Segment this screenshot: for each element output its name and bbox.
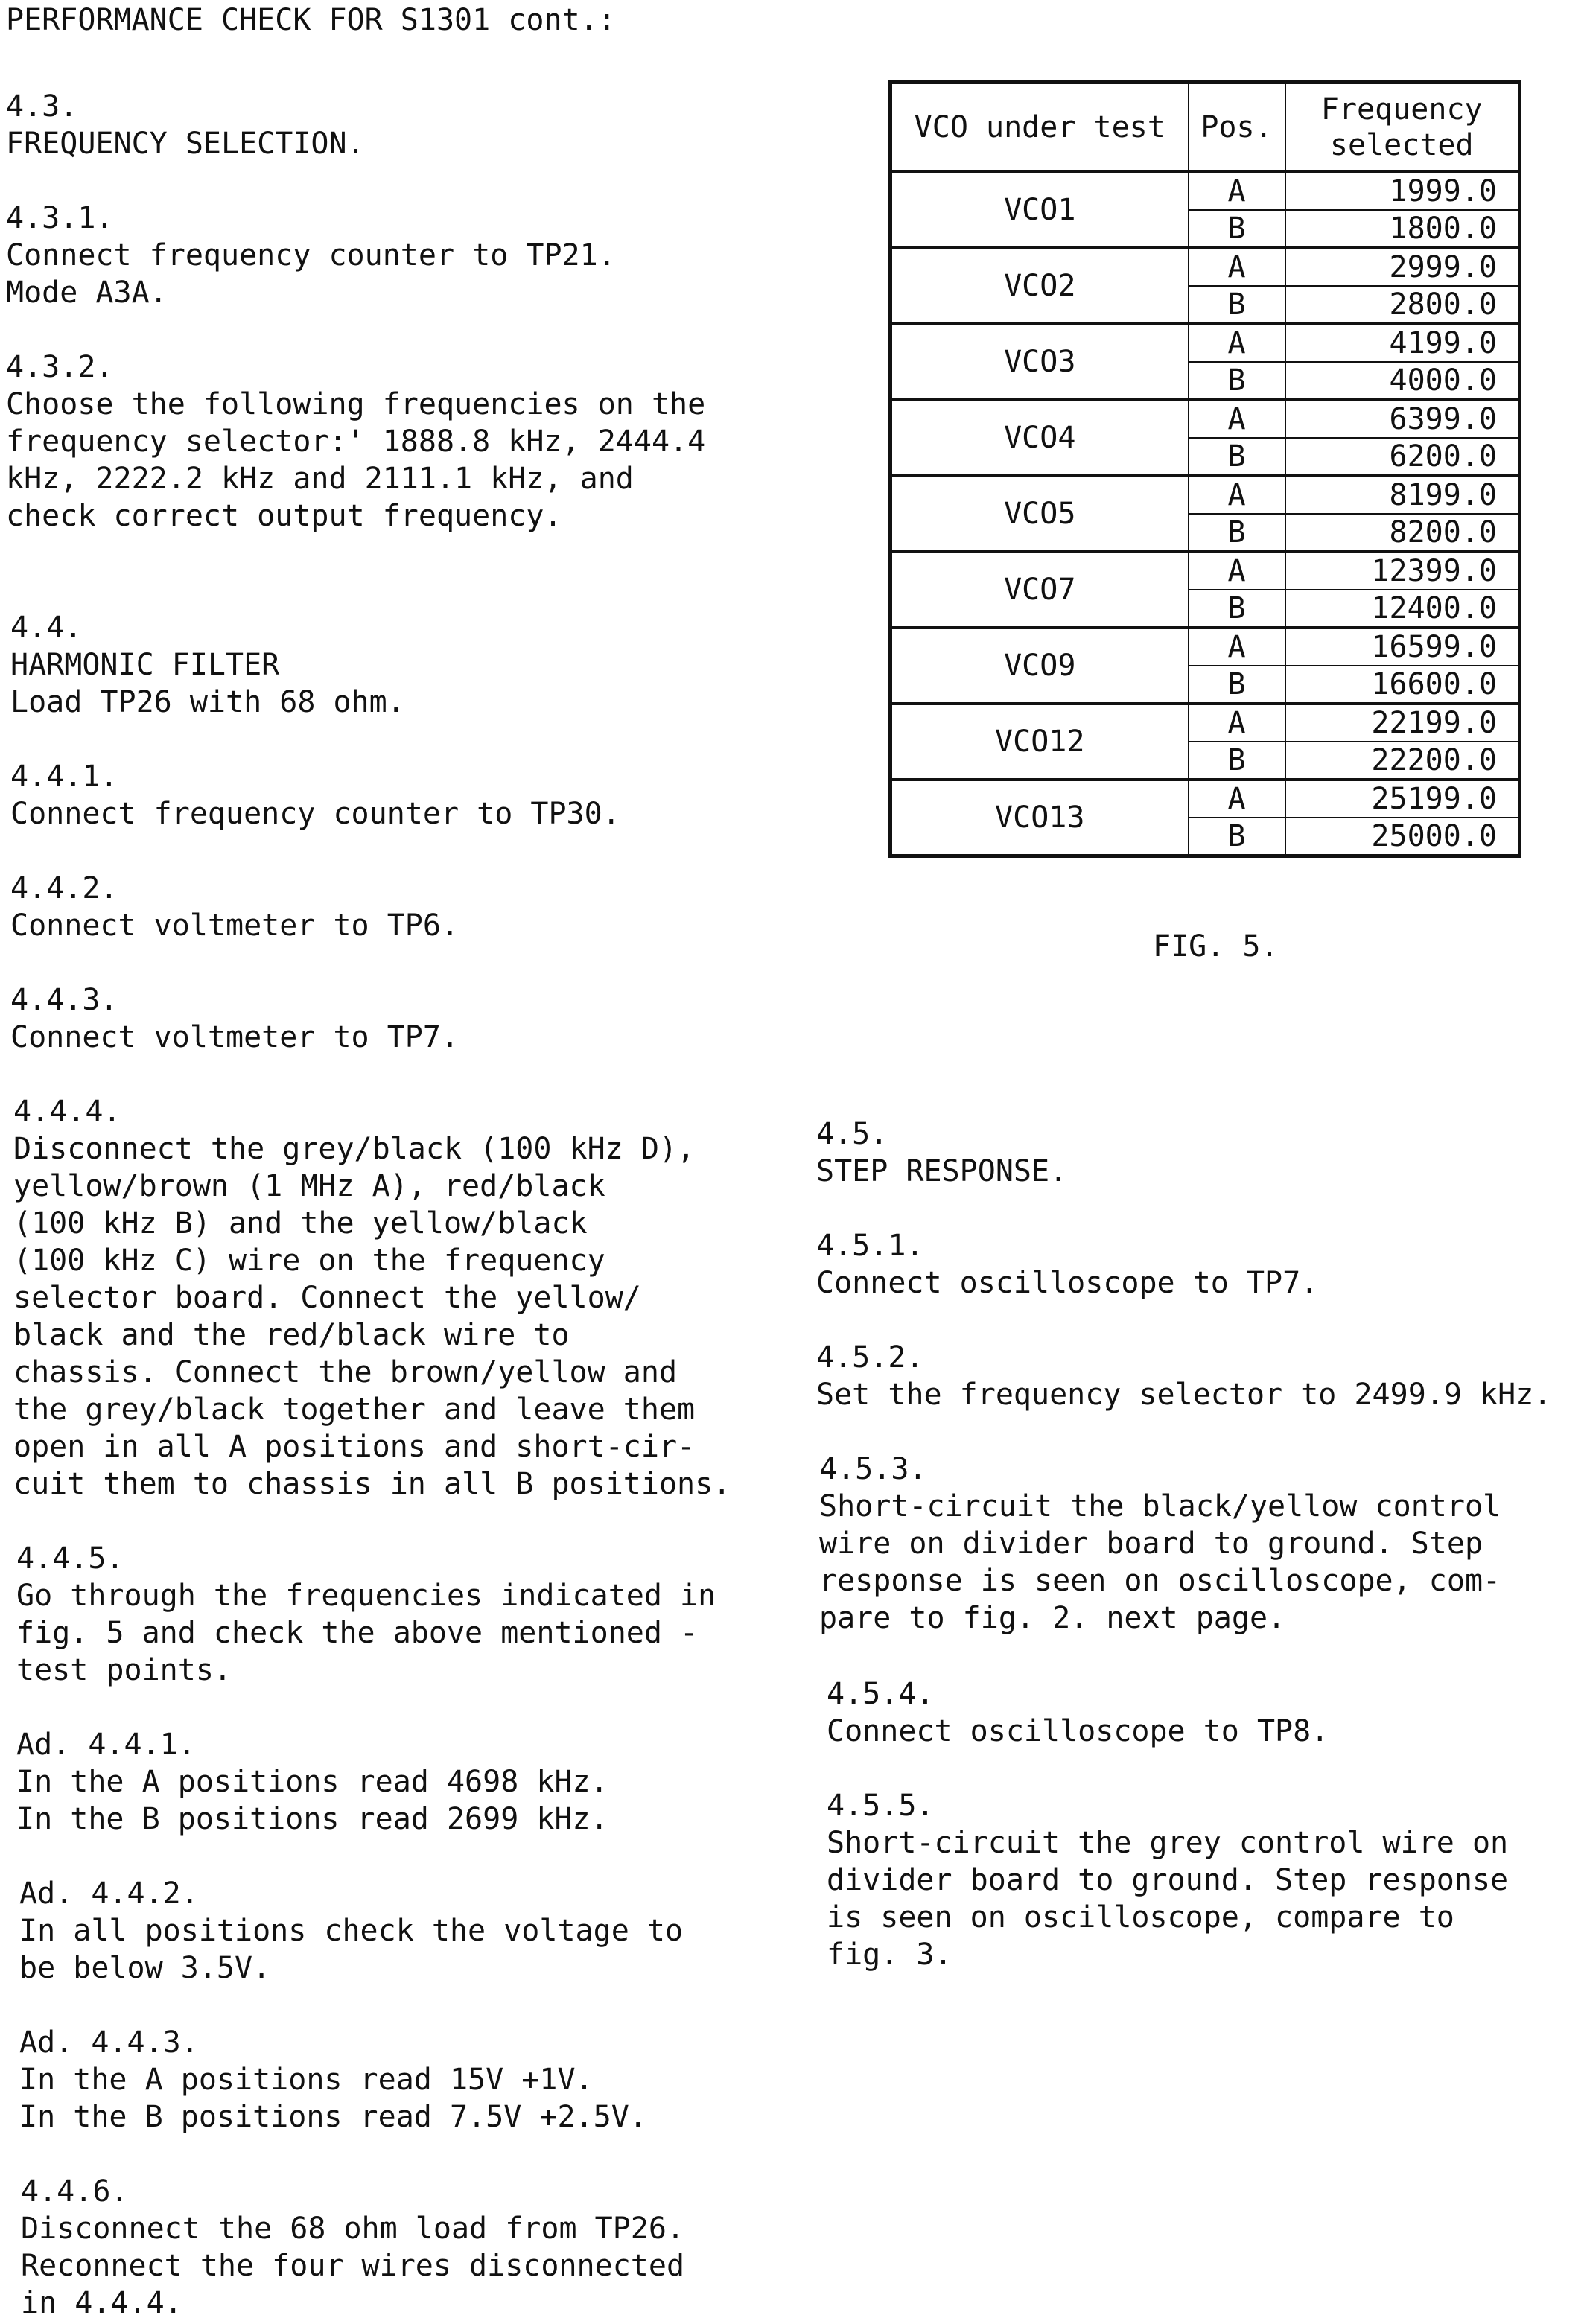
vco-frequency-table xyxy=(888,80,1521,858)
section-left-1 xyxy=(6,200,616,311)
table-row xyxy=(891,552,1520,590)
position-cell: A xyxy=(1189,552,1285,590)
section-number: 4.5.3. xyxy=(819,1452,927,1486)
section-text-line: In the B positions read 7.5V +2.5V. xyxy=(19,2100,647,2134)
vco-name-cell: VCO5 xyxy=(891,476,1189,552)
section-left-5 xyxy=(10,870,459,944)
position-cell: B xyxy=(1189,514,1285,552)
section-text-line: In the A positions read 4698 kHz. xyxy=(16,1765,608,1799)
table-row xyxy=(891,476,1520,514)
section-text-line: in 4.4.4. xyxy=(21,2286,182,2320)
section-number: 4.4.6. xyxy=(21,2174,129,2209)
frequency-cell: 25000.0 xyxy=(1285,818,1520,856)
section-left-10 xyxy=(19,1875,683,1987)
vco-name-cell: VCO2 xyxy=(891,248,1189,324)
frequency-cell: 12399.0 xyxy=(1285,552,1520,590)
table-row xyxy=(891,628,1520,666)
position-cell: A xyxy=(1189,172,1285,211)
section-text-line: In the A positions read 15V +1V. xyxy=(19,2063,594,2097)
section-number: 4.5. xyxy=(816,1117,888,1151)
frequency-cell: 6200.0 xyxy=(1285,438,1520,476)
section-left-4 xyxy=(10,758,620,832)
position-cell: B xyxy=(1189,742,1285,780)
frequency-cell: 22200.0 xyxy=(1285,742,1520,780)
section-text-line: Connect voltmeter to TP6. xyxy=(10,908,459,943)
section-text-line: STEP RESPONSE. xyxy=(816,1154,1068,1188)
position-cell: A xyxy=(1189,628,1285,666)
section-left-9 xyxy=(16,1726,608,1838)
page-title: PERFORMANCE CHECK FOR S1301 cont.: xyxy=(6,3,616,37)
section-right-0 xyxy=(816,1115,1067,1190)
frequency-cell: 22199.0 xyxy=(1285,704,1520,742)
section-right-2 xyxy=(816,1339,1551,1413)
section-text-line: Connect frequency counter to TP21. xyxy=(6,238,616,273)
vco-name-cell: VCO3 xyxy=(891,324,1189,400)
section-left-2 xyxy=(6,348,705,535)
section-left-12 xyxy=(21,2173,684,2322)
section-text-line: pare to fig. 2. next page. xyxy=(819,1601,1286,1635)
section-number: 4.5.5. xyxy=(827,1789,935,1823)
frequency-cell: 4000.0 xyxy=(1285,362,1520,400)
section-text-line: Short-circuit the black/yellow control xyxy=(819,1489,1501,1524)
vco-table-body xyxy=(891,172,1520,856)
section-text-line: test points. xyxy=(16,1653,232,1687)
section-text-line: Disconnect the 68 ohm load from TP26. xyxy=(21,2212,685,2246)
section-number: 4.3. xyxy=(6,89,78,124)
header-frequency-selected xyxy=(1285,83,1520,172)
section-text-line: Short-circuit the grey control wire on xyxy=(827,1826,1509,1860)
position-cell: A xyxy=(1189,324,1285,362)
position-cell: B xyxy=(1189,286,1285,324)
figure-caption: FIG. 5. xyxy=(1153,929,1279,964)
section-number: Ad. 4.4.1. xyxy=(16,1728,196,1762)
section-text-line: selector board. Connect the yellow/ xyxy=(13,1281,641,1315)
vco-name-cell: VCO12 xyxy=(891,704,1189,780)
section-text-line: FREQUENCY SELECTION. xyxy=(6,127,365,161)
section-right-4 xyxy=(827,1675,1329,1750)
frequency-cell: 12400.0 xyxy=(1285,590,1520,628)
section-text-line: cuit them to chassis in all B positions. xyxy=(13,1467,731,1501)
section-text-line: Go through the frequencies indicated in xyxy=(16,1579,716,1613)
position-cell: B xyxy=(1189,362,1285,400)
section-text-line: the grey/black together and leave them xyxy=(13,1392,696,1427)
section-left-3 xyxy=(10,609,405,721)
section-right-3 xyxy=(819,1451,1501,1637)
table-row xyxy=(891,704,1520,742)
position-cell: B xyxy=(1189,818,1285,856)
vco-name-cell: VCO1 xyxy=(891,172,1189,249)
section-text-line: (100 kHz C) wire on the frequency xyxy=(13,1244,605,1278)
section-right-1 xyxy=(816,1227,1318,1302)
frequency-cell: 4199.0 xyxy=(1285,324,1520,362)
header-frequency-line2: selected xyxy=(1329,127,1474,162)
section-left-8 xyxy=(16,1540,716,1689)
section-number: 4.5.2. xyxy=(816,1340,924,1375)
section-number: 4.5.4. xyxy=(827,1677,935,1711)
section-text-line: In the B positions read 2699 kHz. xyxy=(16,1802,608,1836)
section-number: 4.4. xyxy=(10,611,83,645)
section-left-6 xyxy=(10,981,459,1056)
frequency-cell: 8199.0 xyxy=(1285,476,1520,514)
section-left-7 xyxy=(13,1093,731,1503)
section-text-line: Connect oscilloscope to TP7. xyxy=(816,1266,1319,1300)
table-row xyxy=(891,780,1520,818)
section-text-line: Choose the following frequencies on the xyxy=(6,387,706,421)
section-number: 4.4.2. xyxy=(10,871,118,905)
vco-name-cell: VCO9 xyxy=(891,628,1189,704)
position-cell: B xyxy=(1189,438,1285,476)
section-text-line: open in all A positions and short-cir- xyxy=(13,1430,696,1464)
table-row xyxy=(891,172,1520,211)
table-row xyxy=(891,400,1520,438)
section-text-line: frequency selector:' 1888.8 kHz, 2444.4 xyxy=(6,424,706,459)
section-text-line: yellow/brown (1 MHz A), red/black xyxy=(13,1169,605,1203)
position-cell: B xyxy=(1189,590,1285,628)
frequency-cell: 1800.0 xyxy=(1285,210,1520,248)
frequency-cell: 8200.0 xyxy=(1285,514,1520,552)
section-number: 4.4.3. xyxy=(10,983,118,1017)
position-cell: A xyxy=(1189,476,1285,514)
section-number: 4.4.5. xyxy=(16,1541,124,1576)
frequency-cell: 16599.0 xyxy=(1285,628,1520,666)
frequency-cell: 6399.0 xyxy=(1285,400,1520,438)
section-text-line: wire on divider board to ground. Step xyxy=(819,1526,1483,1561)
section-number: 4.5.1. xyxy=(816,1229,924,1263)
section-text-line: check correct output frequency. xyxy=(6,499,562,533)
section-number: 4.3.2. xyxy=(6,350,114,384)
position-cell: A xyxy=(1189,248,1285,286)
section-left-11 xyxy=(19,2024,647,2136)
position-cell: A xyxy=(1189,780,1285,818)
frequency-cell: 2999.0 xyxy=(1285,248,1520,286)
section-text-line: Load TP26 with 68 ohm. xyxy=(10,685,405,719)
frequency-cell: 25199.0 xyxy=(1285,780,1520,818)
vco-name-cell: VCO7 xyxy=(891,552,1189,628)
section-text-line: Set the frequency selector to 2499.9 kHz. xyxy=(816,1378,1552,1412)
section-number: Ad. 4.4.2. xyxy=(19,1876,199,1911)
section-text-line: divider board to ground. Step response xyxy=(827,1863,1509,1897)
section-text-line: Connect oscilloscope to TP8. xyxy=(827,1714,1329,1748)
section-text-line: Disconnect the grey/black (100 kHz D), xyxy=(13,1132,696,1166)
section-number: 4.4.4. xyxy=(13,1095,121,1129)
section-number: Ad. 4.4.3. xyxy=(19,2025,199,2060)
vco-name-cell: VCO4 xyxy=(891,400,1189,476)
position-cell: A xyxy=(1189,704,1285,742)
table-row xyxy=(891,324,1520,362)
section-text-line: black and the red/black wire to xyxy=(13,1318,570,1352)
section-text-line: In all positions check the voltage to xyxy=(19,1914,684,1948)
section-text-line: HARMONIC FILTER xyxy=(10,648,280,682)
vco-name-cell: VCO13 xyxy=(891,780,1189,856)
section-text-line: fig. 3. xyxy=(827,1938,952,1972)
position-cell: A xyxy=(1189,400,1285,438)
section-text-line: Mode A3A. xyxy=(6,276,168,310)
header-frequency-line1: Frequency xyxy=(1320,92,1483,127)
section-text-line: kHz, 2222.2 kHz and 2111.1 kHz, and xyxy=(6,462,634,496)
section-right-5 xyxy=(827,1787,1508,1973)
header-vco-under-test: VCO under test xyxy=(891,83,1189,172)
frequency-cell: 2800.0 xyxy=(1285,286,1520,324)
section-text-line: fig. 5 and check the above mentioned - xyxy=(16,1616,699,1650)
section-text-line: is seen on oscilloscope, compare to xyxy=(827,1900,1454,1935)
section-text-line: chassis. Connect the brown/yellow and xyxy=(13,1355,678,1389)
frequency-cell: 16600.0 xyxy=(1285,666,1520,704)
section-text-line: Connect frequency counter to TP30. xyxy=(10,797,620,831)
section-text-line: (100 kHz B) and the yellow/black xyxy=(13,1206,588,1241)
table-row xyxy=(891,248,1520,286)
position-cell: B xyxy=(1189,666,1285,704)
section-text-line: Reconnect the four wires disconnected xyxy=(21,2249,685,2283)
position-cell: B xyxy=(1189,210,1285,248)
section-text-line: response is seen on oscilloscope, com- xyxy=(819,1564,1501,1598)
section-number: 4.3.1. xyxy=(6,201,114,235)
header-pos: Pos. xyxy=(1189,83,1285,172)
section-text-line: be below 3.5V. xyxy=(19,1951,271,1985)
section-left-0 xyxy=(6,88,365,162)
section-text-line: Connect voltmeter to TP7. xyxy=(10,1020,459,1054)
section-number: 4.4.1. xyxy=(10,760,118,794)
frequency-cell: 1999.0 xyxy=(1285,172,1520,211)
